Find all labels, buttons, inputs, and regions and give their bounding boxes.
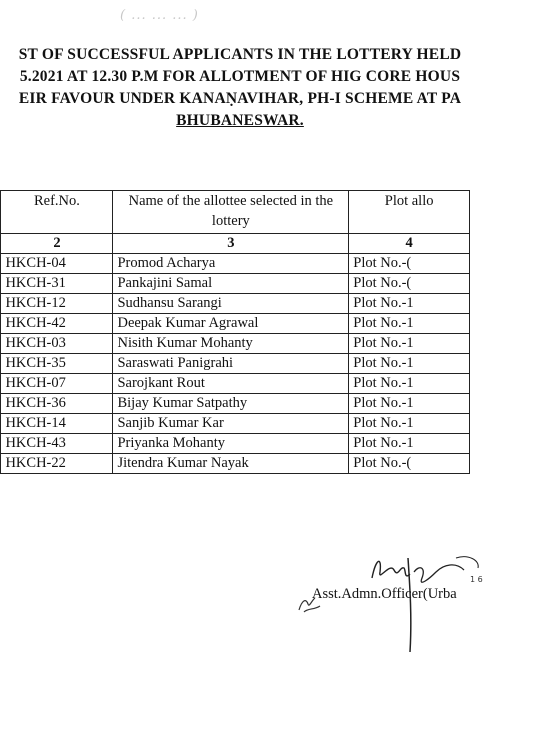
plot-no-cell: Plot No.-( — [349, 454, 470, 474]
allottee-name-cell: Sarojkant Rout — [113, 374, 349, 394]
allottee-name-cell: Nisith Kumar Mohanty — [113, 334, 349, 354]
ref-no-cell: HKCH-36 — [1, 394, 113, 414]
allottee-name-cell: Deepak Kumar Agrawal — [113, 314, 349, 334]
header-plot-allotted: Plot allo — [349, 191, 470, 234]
document-title — [0, 44, 540, 132]
table-row — [0, 434, 470, 454]
table-row — [0, 394, 470, 414]
allottee-name-cell: Jitendra Kumar Nayak — [113, 454, 349, 474]
ref-no-cell: HKCH-31 — [1, 274, 113, 294]
title-line-3: EIR FAVOUR UNDER KANAṆAVIHAR, PH-I SCHEME AT PA — [18, 90, 462, 107]
ref-no-cell: HKCH-03 — [1, 334, 113, 354]
table-row — [0, 314, 470, 334]
faint-handwritten-note: ( ... ... ... ) — [120, 8, 199, 23]
table-body — [0, 254, 470, 474]
allottee-name-cell: Bijay Kumar Satpathy — [113, 394, 349, 414]
allottee-name-cell: Priyanka Mohanty — [113, 434, 349, 454]
table-row — [0, 274, 470, 294]
plot-no-cell: Plot No.-1 — [349, 334, 470, 354]
title-line-2: 5.2021 AT 12.30 P.M FOR ALLOTMENT OF HIG CORE HOUS — [19, 68, 461, 85]
header-allottee-name: Name of the allottee selected in the lottery — [113, 191, 349, 234]
table-row — [0, 374, 470, 394]
table-row — [0, 414, 470, 434]
table-row — [0, 354, 470, 374]
ref-no-cell: HKCH-35 — [1, 354, 113, 374]
plot-no-cell: Plot No.-1 — [349, 354, 470, 374]
allottee-name-cell: Promod Acharya — [113, 254, 349, 274]
column-number-3: 3 — [113, 234, 349, 254]
table-row — [0, 254, 470, 274]
table-row — [0, 334, 470, 354]
ref-no-cell: HKCH-12 — [1, 294, 113, 314]
ref-no-cell: HKCH-07 — [1, 374, 113, 394]
table-header-row — [0, 191, 470, 234]
ref-no-cell: HKCH-14 — [1, 414, 113, 434]
allotment-table — [0, 190, 470, 474]
allottee-name-cell: Saraswati Panigrahi — [113, 354, 349, 374]
signatory-designation: Asst.Admn.Officer(Urba — [312, 586, 457, 602]
plot-no-cell: Plot No.-1 — [349, 434, 470, 454]
initials-mark — [296, 590, 324, 616]
allottee-name-cell: Sanjib Kumar Kar — [113, 414, 349, 434]
plot-no-cell: Plot No.-1 — [349, 414, 470, 434]
plot-no-cell: Plot No.-1 — [349, 294, 470, 314]
plot-no-cell: Plot No.-1 — [349, 374, 470, 394]
plot-no-cell: Plot No.-( — [349, 274, 470, 294]
ref-no-cell: HKCH-04 — [1, 254, 113, 274]
column-number-4: 4 — [349, 234, 470, 254]
column-number-2: 2 — [1, 234, 113, 254]
plot-no-cell: Plot No.-( — [349, 254, 470, 274]
plot-no-cell: Plot No.-1 — [349, 314, 470, 334]
ref-no-cell: HKCH-42 — [1, 314, 113, 334]
ref-no-cell: HKCH-43 — [1, 434, 113, 454]
column-number-row — [0, 234, 470, 254]
ref-no-cell: HKCH-22 — [1, 454, 113, 474]
svg-text:1 6: 1 6 — [470, 575, 483, 584]
allottee-name-cell: Pankajini Samal — [113, 274, 349, 294]
title-line-1: ST OF SUCCESSFUL APPLICANTS IN THE LOTTERY HELD — [18, 46, 462, 63]
table-row — [0, 294, 470, 314]
handwritten-signature — [360, 548, 500, 658]
allottee-name-cell: Sudhansu Sarangi — [113, 294, 349, 314]
title-city: BHUBANESWAR. — [176, 112, 304, 129]
plot-no-cell: Plot No.-1 — [349, 394, 470, 414]
table-row — [0, 454, 470, 474]
header-ref-no: Ref.No. — [1, 191, 113, 234]
